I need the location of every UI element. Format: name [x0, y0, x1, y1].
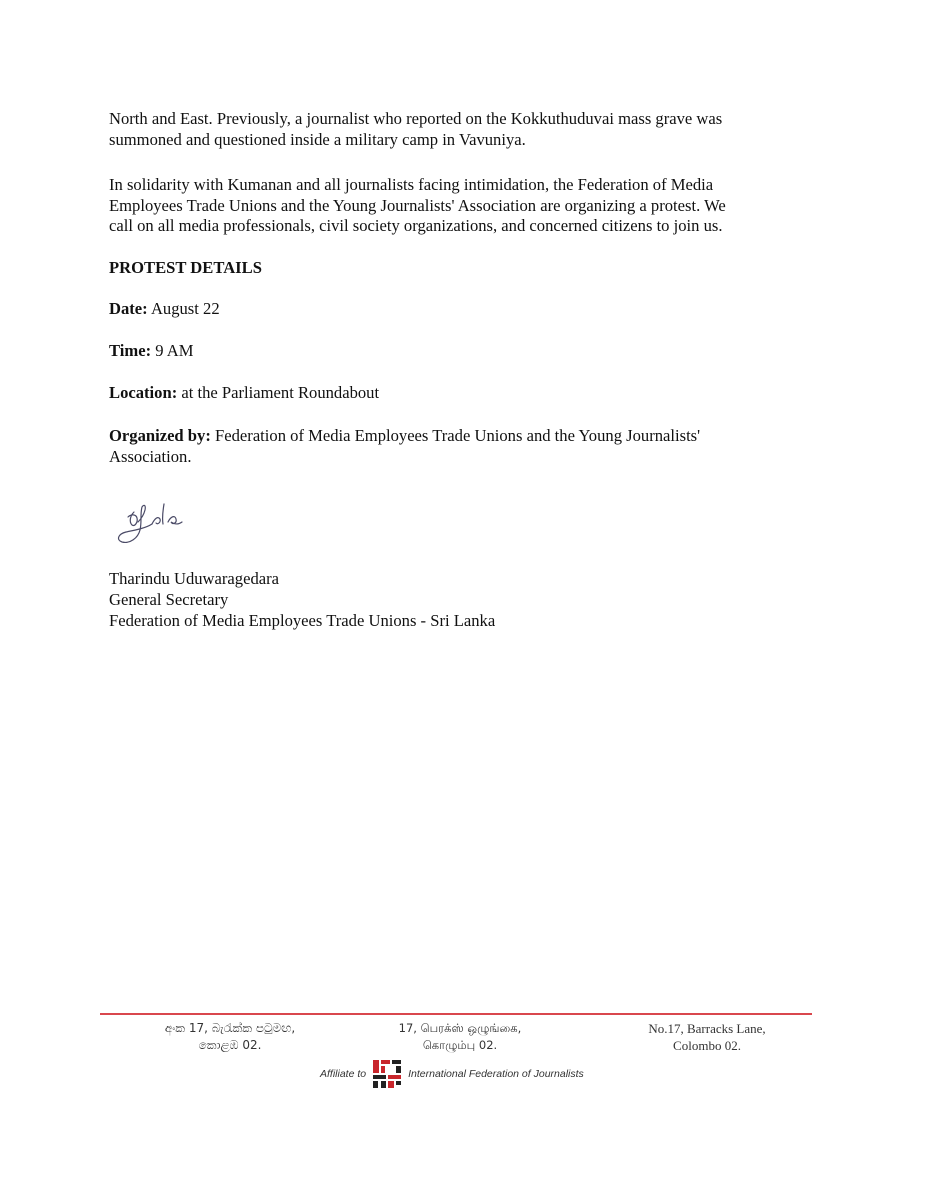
ifj-logo-icon [372, 1059, 402, 1089]
affiliation-line [320, 1058, 584, 1090]
text-line: In solidarity with Kumanan and all journalists facing intimidation, the Federation of Media [109, 175, 714, 194]
detail-location [109, 383, 829, 404]
signatory-name: Tharindu Uduwaragedara [109, 569, 280, 588]
organizer-value-line: Association. [109, 446, 192, 466]
signatory-organization: Federation of Media Employees Trade Unions - Sri Lanka [109, 610, 496, 630]
paragraph-previous-incident [109, 109, 829, 150]
text-line: summoned and questioned inside a military camp in Vavuniya. [109, 129, 526, 149]
address-line: 17, பெரக்ஸ் ஒழுங்கை, [398, 1021, 522, 1035]
text-line: Employees Trade Unions and the Young Journalists' Association are organizing a protest. We [109, 195, 726, 215]
paragraph-solidarity [109, 175, 829, 237]
handwritten-signature [112, 492, 190, 548]
address-line: No.17, Barracks Lane, [648, 1021, 766, 1036]
address-line: කොළඹ 02. [198, 1038, 262, 1052]
address-line: අංක 17, බැරැක්ක පටුමඟ, [164, 1021, 296, 1035]
signatory-title: General Secretary [109, 589, 229, 609]
detail-date [109, 299, 829, 320]
text-line: call on all media professionals, civil society organizations, and concerned citizens to join us. [109, 216, 723, 235]
location-label: Location: [109, 383, 178, 402]
signature-block [109, 569, 495, 631]
organizer-label: Organized by: [109, 426, 211, 445]
time-value: 9 AM [155, 341, 194, 360]
address-line: கொழும்பு 02. [422, 1038, 498, 1052]
detail-time [109, 341, 829, 362]
organizer-value-line: Federation of Media Employees Trade Unions and the Young Journalists' [215, 426, 701, 445]
affiliate-prefix: Affiliate to [320, 1068, 367, 1080]
affiliate-organization: International Federation of Journalists [408, 1068, 584, 1080]
detail-organizer [109, 426, 829, 467]
address-line: Colombo 02. [673, 1038, 741, 1053]
address-sinhala [135, 1020, 325, 1054]
address-tamil [380, 1020, 540, 1054]
date-label: Date: [109, 299, 148, 318]
protest-details-heading: PROTEST DETAILS [109, 258, 262, 277]
time-label: Time: [109, 341, 152, 360]
text-line: North and East. Previously, a journalist who reported on the Kokkuthuduvai mass grave was [109, 109, 723, 128]
date-value: August 22 [150, 299, 220, 318]
location-value: at the Parliament Roundabout [181, 383, 380, 402]
address-english [612, 1020, 802, 1054]
footer-divider [100, 1013, 812, 1015]
